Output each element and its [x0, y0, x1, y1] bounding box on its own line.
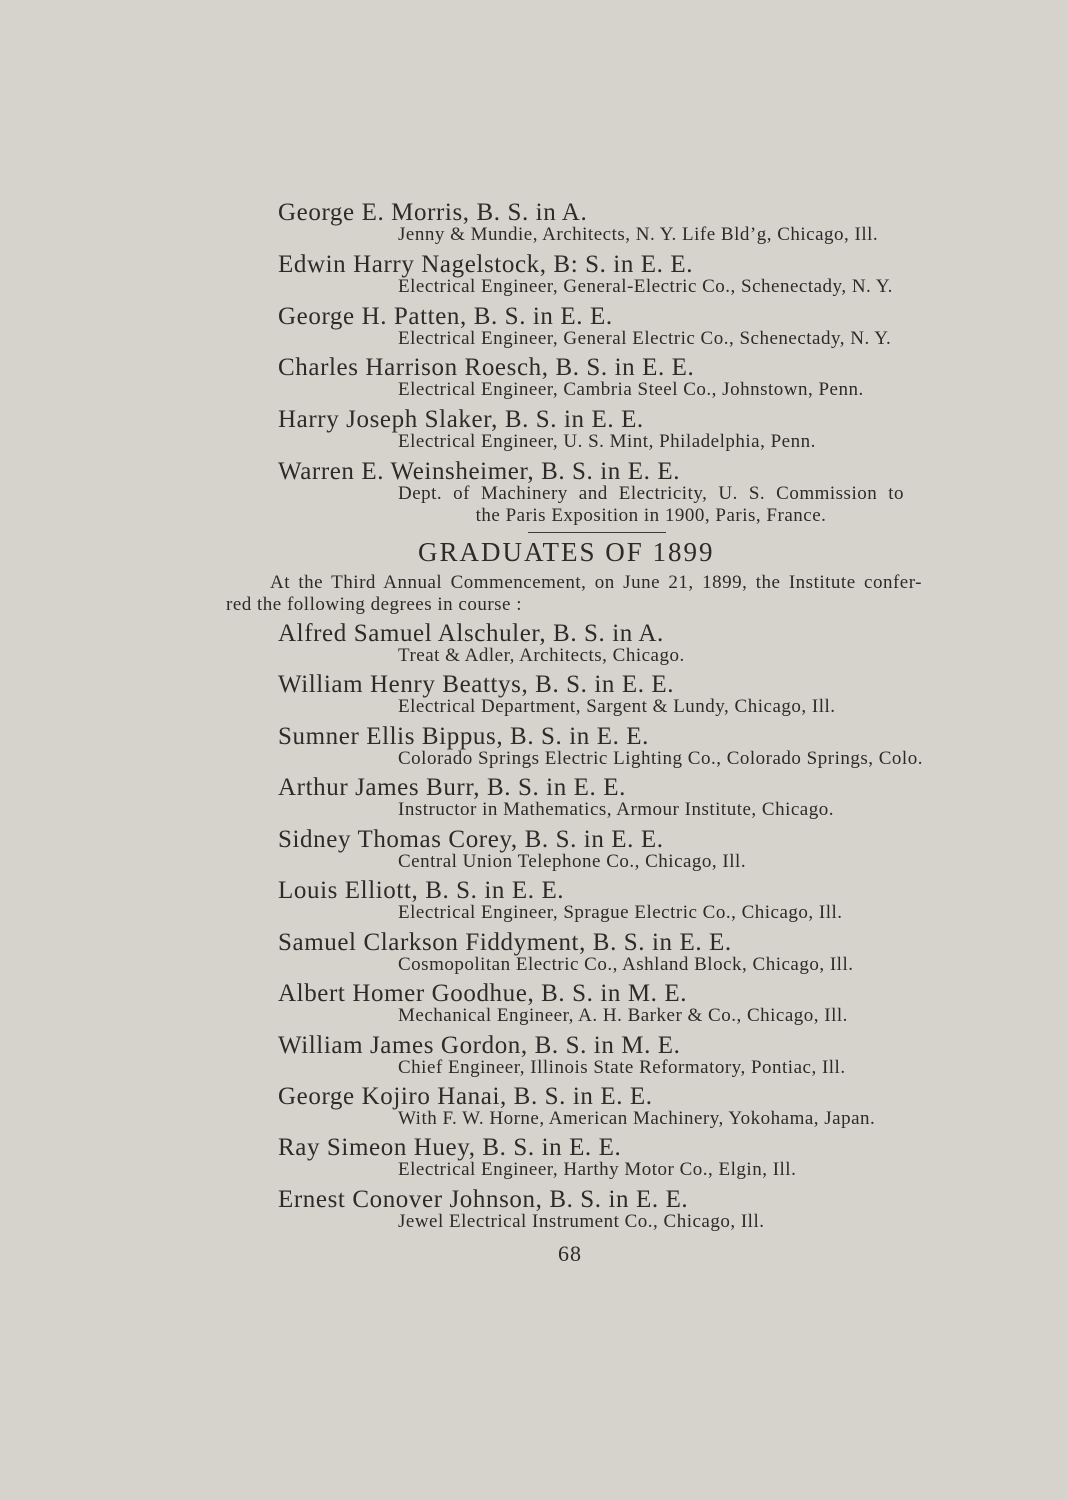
entry-name: Edwin Harry Nagelstock, B: S. in E. E.: [278, 251, 694, 278]
entry-detail: Electrical Engineer, General Electric Co., Schenectady, N. Y.: [398, 328, 892, 349]
graduate-name: Sidney Thomas Corey, B. S. in E. E.: [278, 826, 664, 853]
graduate-name: Alfred Samuel Alschuler, B. S. in A.: [278, 620, 664, 647]
graduate-name: George Kojiro Hanai, B. S. in E. E.: [278, 1083, 653, 1110]
graduate-name: William Henry Beattys, B. S. in E. E.: [278, 671, 675, 698]
entry-detail-line: Dept. of Machinery and Electricity, U. S. Commission to: [398, 483, 904, 504]
graduate-name: Ernest Conover Johnson, B. S. in E. E.: [278, 1186, 689, 1213]
graduate-name: Louis Elliott, B. S. in E. E.: [278, 877, 565, 904]
entry-detail-line: the Paris Exposition in 1900, Paris, France.: [475, 505, 827, 526]
graduate-detail: Cosmopolitan Electric Co., Ashland Block, Chicago, Ill.: [398, 954, 854, 975]
entry-name: George E. Morris, B. S. in A.: [278, 199, 588, 226]
page-number: 68: [558, 1241, 582, 1266]
graduate-detail: Electrical Engineer, Sprague Electric Co., Chicago, Ill.: [398, 902, 843, 923]
intro-line: red the following degrees in course :: [226, 594, 523, 615]
entry-detail: Electrical Engineer, U. S. Mint, Philadelphia, Penn.: [398, 431, 816, 452]
graduate-detail: Instructor in Mathematics, Armour Institute, Chicago.: [398, 799, 834, 820]
graduate-detail: Treat & Adler, Architects, Chicago.: [398, 645, 685, 666]
graduate-name: William James Gordon, B. S. in M. E.: [278, 1032, 681, 1059]
graduate-name: Ray Simeon Huey, B. S. in E. E.: [278, 1134, 622, 1161]
graduate-detail: Chief Engineer, Illinois State Reformatory, Pontiac, Ill.: [398, 1057, 846, 1078]
entry-name: Charles Harrison Roesch, B. S. in E. E.: [278, 354, 695, 381]
section-intro: [226, 572, 922, 616]
entry-detail: Jenny & Mundie, Architects, N. Y. Life Bld’g, Chicago, Ill.: [398, 224, 879, 245]
section-divider: [528, 532, 666, 533]
graduate-detail: Electrical Engineer, Harthy Motor Co., Elgin, Ill.: [398, 1159, 797, 1180]
graduate-name: Arthur James Burr, B. S. in E. E.: [278, 774, 626, 801]
graduate-detail: Mechanical Engineer, A. H. Barker & Co., Chicago, Ill.: [398, 1005, 848, 1026]
graduate-detail: Jewel Electrical Instrument Co., Chicago, Ill.: [398, 1211, 765, 1232]
entry-name: Warren E. Weinsheimer, B. S. in E. E.: [278, 458, 681, 485]
entry-detail-wrapped: [398, 483, 904, 527]
graduate-detail: Colorado Springs Electric Lighting Co., Colorado Springs, Colo.: [398, 748, 923, 769]
entry-name: George H. Patten, B. S. in E. E.: [278, 303, 613, 330]
graduate-detail: Central Union Telephone Co., Chicago, Ill.: [398, 851, 747, 872]
graduate-detail: Electrical Department, Sargent & Lundy, Chicago, Ill.: [398, 696, 836, 717]
graduate-name: Samuel Clarkson Fiddyment, B. S. in E. E.: [278, 929, 732, 956]
entry-detail: Electrical Engineer, Cambria Steel Co., Johnstown, Penn.: [398, 379, 864, 400]
intro-line: At the Third Annual Commencement, on June 21, 1899, the Institute confer-: [270, 572, 922, 593]
graduate-detail: With F. W. Horne, American Machinery, Yokohama, Japan.: [398, 1108, 876, 1129]
entry-detail: Electrical Engineer, General-Electric Co., Schenectady, N. Y.: [398, 276, 893, 297]
graduate-name: Sumner Ellis Bippus, B. S. in E. E.: [278, 723, 650, 750]
section-heading: GRADUATES OF 1899: [418, 537, 715, 567]
graduate-name: Albert Homer Goodhue, B. S. in M. E.: [278, 980, 688, 1007]
entry-name: Harry Joseph Slaker, B. S. in E. E.: [278, 406, 644, 433]
